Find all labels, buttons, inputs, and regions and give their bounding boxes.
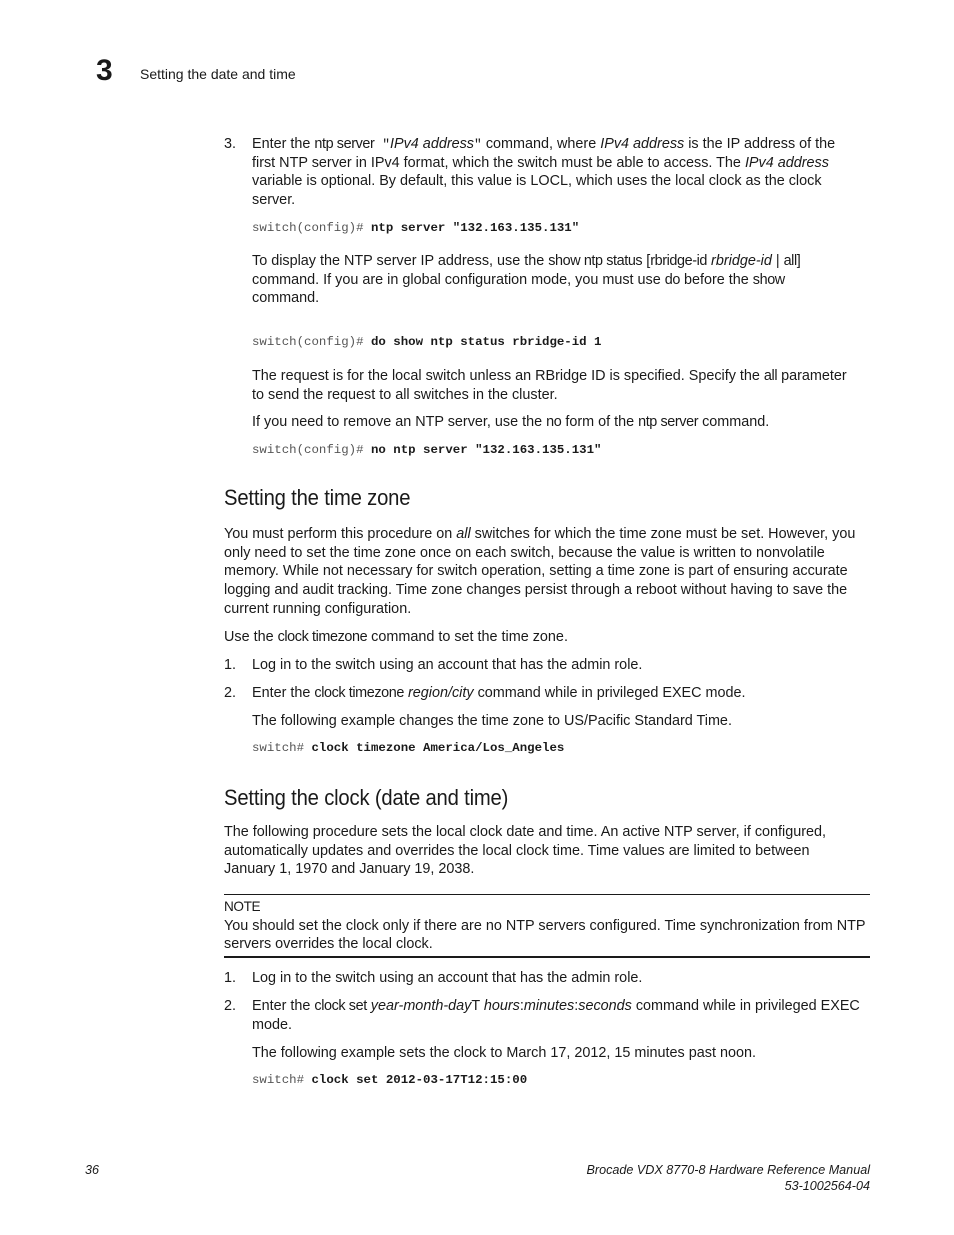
remove-paragraph: If you need to remove an NTP server, use the no form of the ntp server command. [252,414,770,430]
step3-text: Enter the ntp server "IPv4 address" command, where IPv4 address is the IP address of the first NTP server in IPv4 format, which the switch must be able to access. The IPv4 address variable is optional. By default, this value is LOCL, which uses the local clock as the clock server. [252,136,836,209]
request-paragraph: The request is for the local switch unless an RBridge ID is specified. Specify the all parameter to send the request to all switches in the cluster. [252,368,847,403]
clock-intro: The following procedure sets the local clock date and time. An active NTP server, if configured, automatically updates and overrides the local clock time. Time values are limited to between January 1, 1970 and January 19, 2038. [224,824,827,878]
code-block: switch(config)# ntp server "132.163.135.131" [252,221,580,235]
page-number: 36 [85,1163,100,1177]
note-label: NOTE [224,899,261,914]
example-text: The following example sets the clock to March 17, 2012, 15 minutes past noon. [252,1045,756,1061]
use-clock-timezone: Use the clock timezone command to set the time zone. [224,629,568,645]
note-top-rule [224,894,870,895]
footer-manual-title: Brocade VDX 8770-8 Hardware Reference Manual [586,1163,870,1177]
note-bottom-rule [224,956,870,958]
step-text: Log in to the switch using an account that has the admin role. [252,970,643,986]
step-number: 1. [224,657,237,673]
code-block: switch# clock timezone America/Los_Angeles [252,741,565,755]
time-zone-intro: You must perform this procedure on all switches for which the time zone must be set. However, you only need to set the time zone once on each switch, because the value is written to nonvolatile memory. While not necessary for switch operation, setting a time zone is part of ensuring accurate logging and audit tracking. Time zone changes persist through a reboot without having to save the current running configuration. [224,526,856,617]
footer-doc-number: 53-1002564-04 [784,1179,870,1193]
step-number: 3. [224,136,237,152]
code-block: switch# clock set 2012-03-17T12:15:00 [252,1073,528,1087]
step-number: 2. [224,685,237,701]
example-text: The following example changes the time zone to US/Pacific Standard Time. [252,713,732,729]
step-text: Enter the clock timezone region/city command while in privileged EXEC mode. [252,685,746,701]
display-ntp-paragraph: To display the NTP server IP address, use the show ntp status [rbridge-id rbridge-id | all] command. If you are in global configuration mode, you must use do before the show command. [252,253,801,307]
section-heading-clock: Setting the clock (date and time) [224,785,509,810]
section-heading-time-zone: Setting the time zone [224,485,411,510]
code-block: switch(config)# no ntp server "132.163.135.131" [252,443,602,457]
chapter-title: Setting the date and time [140,66,296,82]
step-number: 1. [224,970,237,986]
note-box: NOTE You should set the clock only if there are no NTP servers configured. Time synchronization from NTP servers overrides the local clock. [224,898,884,954]
step-number: 2. [224,998,237,1014]
step-text: Log in to the switch using an account that has the admin role. [252,657,643,673]
step-text: Enter the clock set year-month-dayT hours:minutes:seconds command while in privileged EXEC mode. [252,998,860,1033]
code-block: switch(config)# do show ntp status rbridge-id 1 [252,335,602,349]
chapter-number: 3 [96,54,113,87]
